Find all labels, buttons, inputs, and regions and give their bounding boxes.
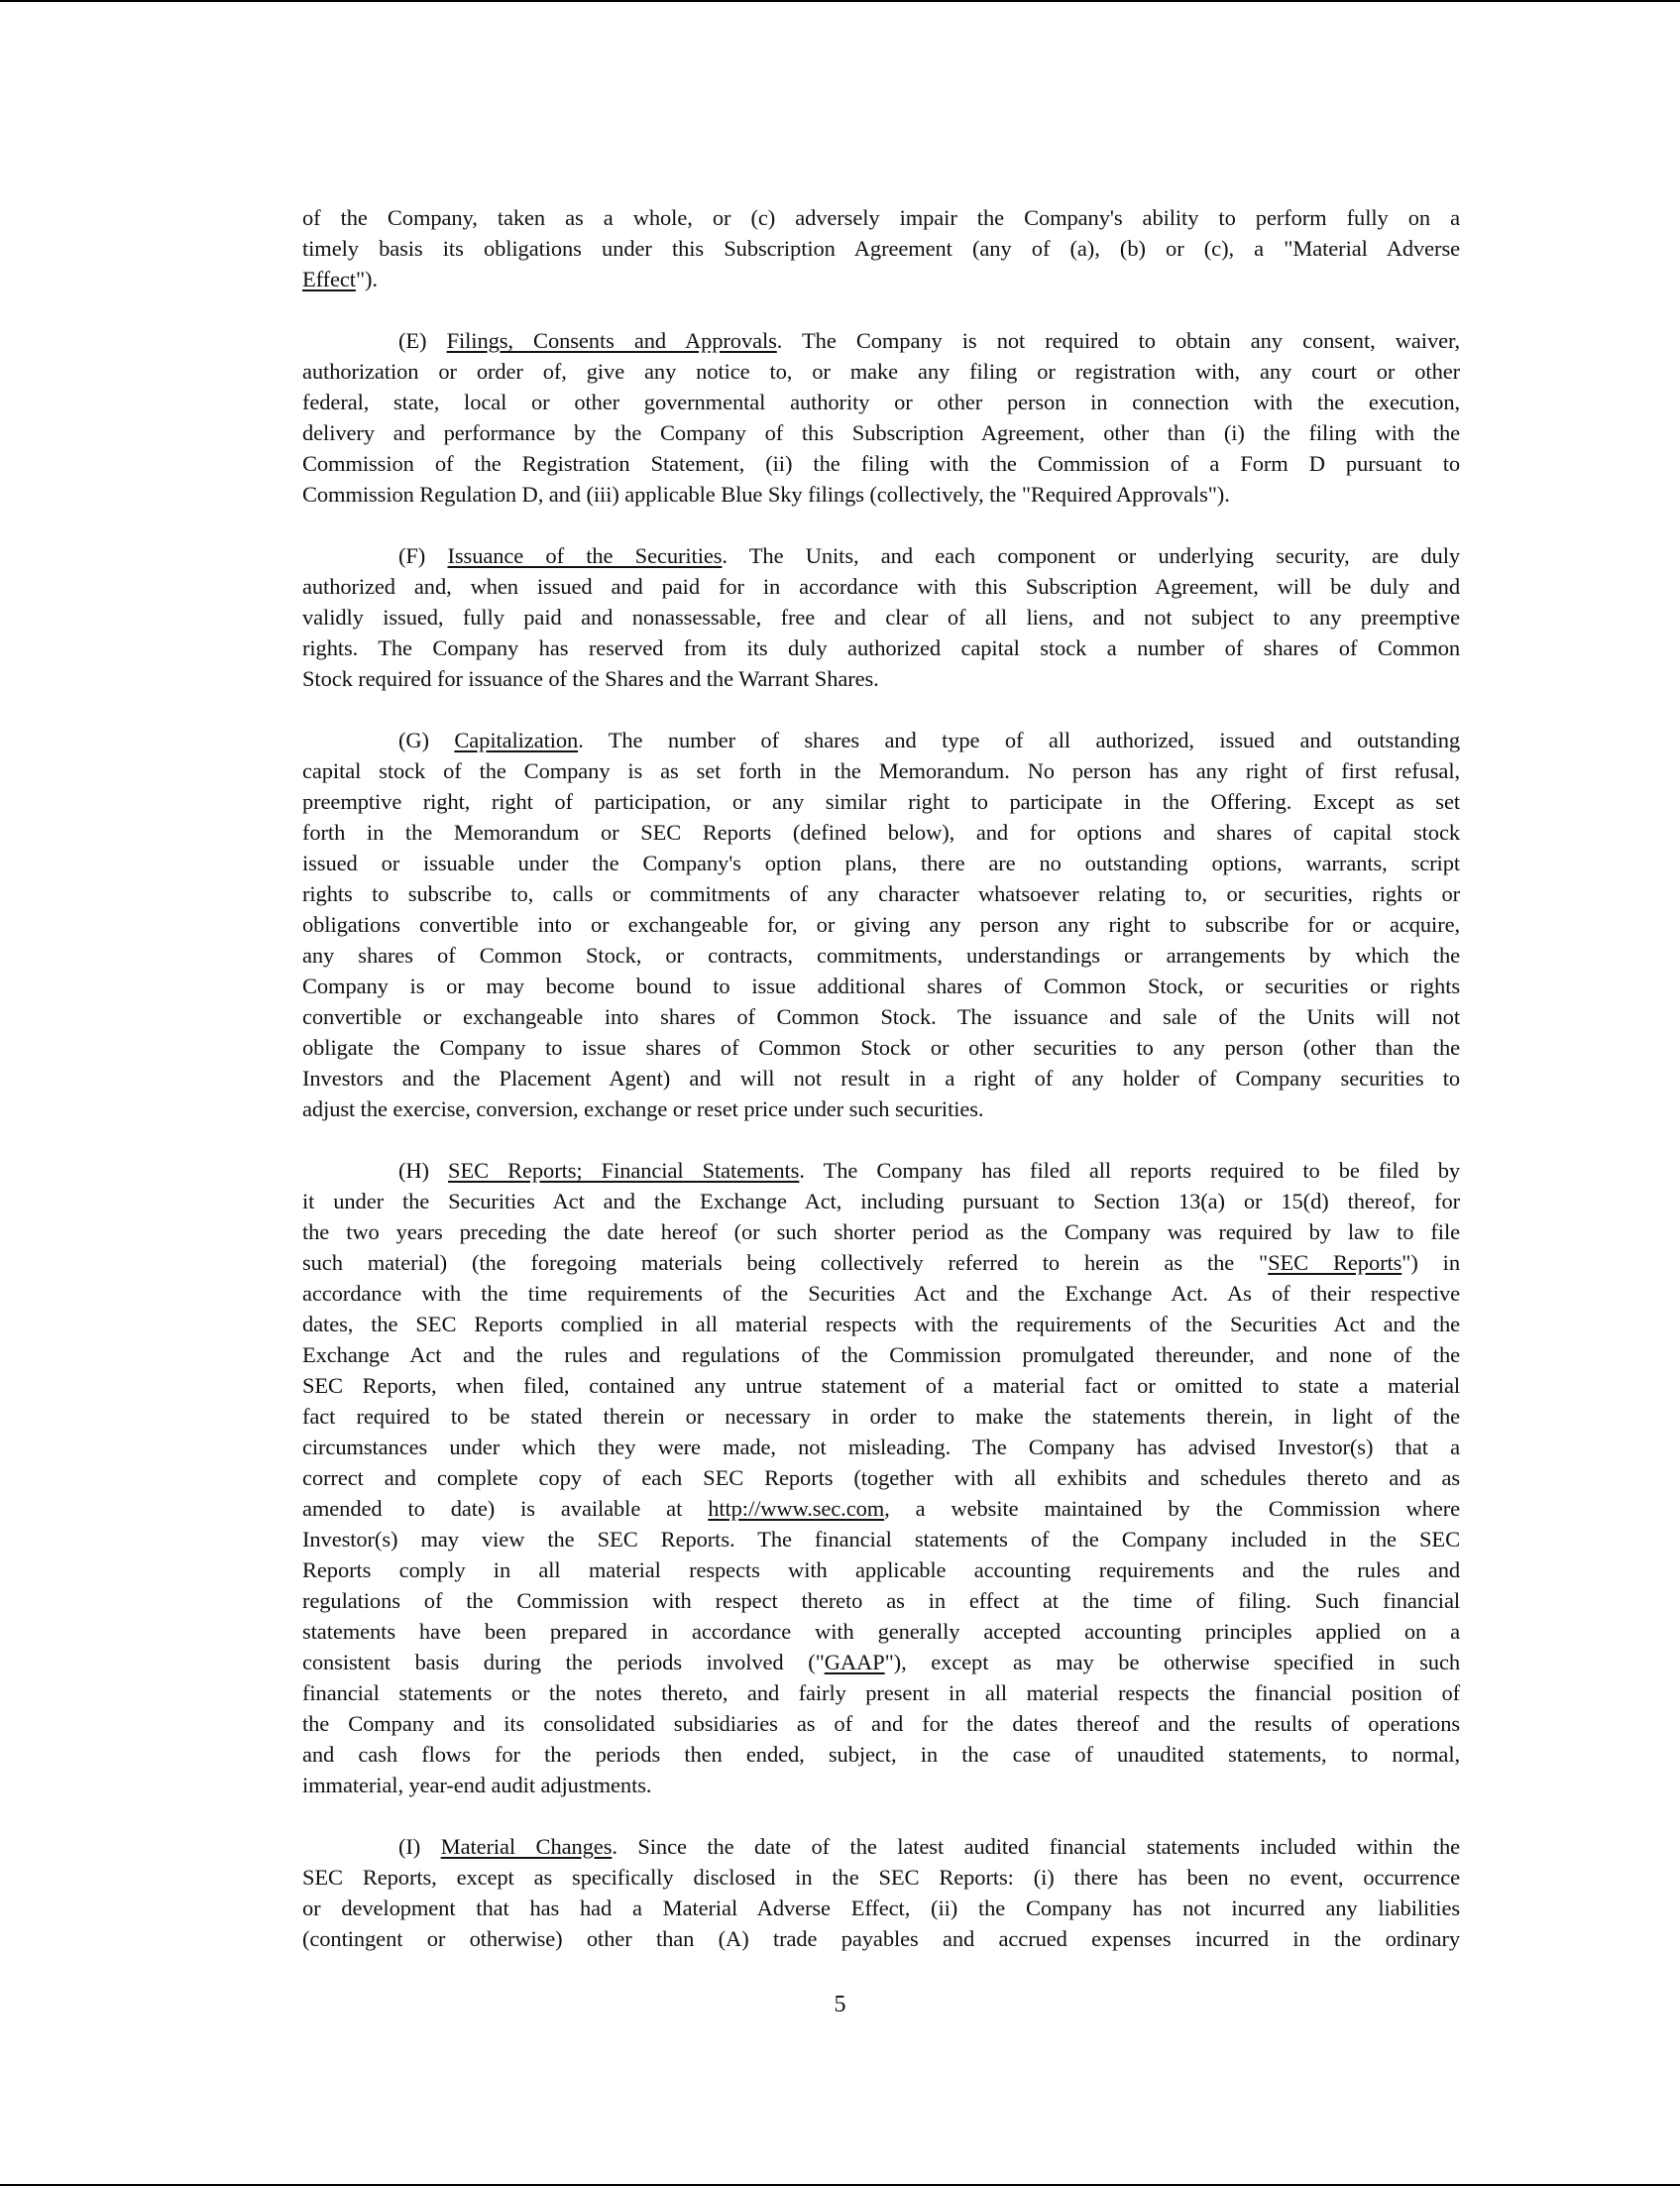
text-line: regulations of the Commission with respect thereto as in effect at the time of filing. Such financial bbox=[302, 1588, 1460, 1613]
text-line: Effect"). bbox=[302, 267, 378, 291]
text-line: financial statements or the notes thereto, and fairly present in all material respects the financial position of bbox=[302, 1680, 1460, 1705]
section-heading: Capitalization bbox=[454, 728, 579, 752]
text-line: SEC Reports, when filed, contained any untrue statement of a material fact or omitted to state a material bbox=[302, 1373, 1460, 1398]
section-heading: Issuance of the Securities bbox=[447, 543, 723, 568]
text-line: the Company and its consolidated subsidiaries as of and for the dates thereof and the results of operations bbox=[302, 1711, 1460, 1736]
paragraph-f-issuance-of-securities bbox=[302, 540, 1460, 694]
text-line: of the Company, taken as a whole, or (c) adversely impair the Company's ability to perform fully on a bbox=[302, 205, 1460, 230]
text-line: rights to subscribe to, calls or commitments of any character whatsoever relating to, or securities, rights or bbox=[302, 881, 1460, 906]
text-line: Stock required for issuance of the Shares and the Warrant Shares. bbox=[302, 666, 879, 691]
text-line: adjust the exercise, conversion, exchange or reset price under such securities. bbox=[302, 1096, 984, 1121]
section-label: (H) bbox=[398, 1158, 429, 1183]
text-line: Company is or may become bound to issue additional shares of Common Stock, or securities or rights bbox=[302, 974, 1460, 998]
defined-term-sec-reports: SEC Reports bbox=[1268, 1250, 1402, 1275]
text-line: delivery and performance by the Company of this Subscription Agreement, other than (i) the filing with the bbox=[302, 420, 1460, 445]
text-line: Reports comply in all material respects with applicable accounting requirements and the rules and bbox=[302, 1557, 1460, 1582]
defined-term-material-adverse-effect: Effect bbox=[302, 267, 356, 291]
text-line: and cash flows for the periods then ended, subject, in the case of unaudited statements, to normal, bbox=[302, 1742, 1460, 1767]
text-line: or development that has had a Material Adverse Effect, (ii) the Company has not incurred any liabilities bbox=[302, 1896, 1460, 1920]
paragraph-g-capitalization bbox=[302, 725, 1460, 1124]
text-line: convertible or exchangeable into shares of Common Stock. The issuance and sale of the Units will not bbox=[302, 1004, 1460, 1029]
paragraph-d-continuation bbox=[302, 202, 1460, 294]
text-line: authorized and, when issued and paid for in accordance with this Subscription Agreement, will be duly and bbox=[302, 574, 1460, 599]
text-line: Investor(s) may view the SEC Reports. The financial statements of the Company included in the SEC bbox=[302, 1527, 1460, 1552]
text-line: such material) (the foregoing materials being collectively referred to herein as the "SEC Reports") in bbox=[302, 1250, 1460, 1275]
section-label: (G) bbox=[398, 728, 429, 752]
text-line: (I) Material Changes. Since the date of the latest audited financial statements included within the bbox=[398, 1834, 1461, 1859]
paragraph-i-material-changes bbox=[302, 1831, 1460, 1954]
document-page-body bbox=[302, 202, 1460, 1985]
text-line: dates, the SEC Reports complied in all material respects with the requirements of the Securities Act and the bbox=[302, 1312, 1460, 1336]
text-line: timely basis its obligations under this Subscription Agreement (any of (a), (b) or (c), a "Material Adverse bbox=[302, 236, 1460, 261]
sec-website-link[interactable]: http://www.sec.com bbox=[708, 1496, 885, 1521]
text-line: statements have been prepared in accordance with generally accepted accounting principles applied on a bbox=[302, 1619, 1460, 1644]
text-line: (F) Issuance of the Securities. The Units, and each component or underlying security, are duly bbox=[398, 543, 1461, 568]
text-line: fact required to be stated therein or necessary in order to make the statements therein, in light of the bbox=[302, 1404, 1460, 1429]
text-line: immaterial, year-end audit adjustments. bbox=[302, 1773, 652, 1797]
text-line: (contingent or otherwise) other than (A) trade payables and accrued expenses incurred in the ordinary bbox=[302, 1926, 1460, 1951]
section-label: (F) bbox=[398, 543, 426, 568]
text-line: authorization or order of, give any notice to, or make any filing or registration with, any court or other bbox=[302, 359, 1460, 384]
text-line: correct and complete copy of each SEC Reports (together with all exhibits and schedules thereto and as bbox=[302, 1465, 1460, 1490]
text-line: consistent basis during the periods involved ("GAAP"), except as may be otherwise specified in such bbox=[302, 1650, 1460, 1674]
text-line: Commission of the Registration Statement, (ii) the filing with the Commission of a Form D pursuant to bbox=[302, 451, 1460, 476]
text-line: issued or issuable under the Company's option plans, there are no outstanding options, warrants, script bbox=[302, 851, 1460, 875]
section-heading: Material Changes bbox=[440, 1834, 613, 1859]
page-number: 5 bbox=[834, 1992, 846, 2017]
text-line: any shares of Common Stock, or contracts, commitments, understandings or arrangements by which the bbox=[302, 943, 1460, 968]
text-line: validly issued, fully paid and nonassessable, free and clear of all liens, and not subject to any preemptive bbox=[302, 605, 1460, 630]
text-line: capital stock of the Company is as set forth in the Memorandum. No person has any right of first refusal, bbox=[302, 758, 1460, 783]
text-line: accordance with the time requirements of the Securities Act and the Exchange Act. As of their respective bbox=[302, 1281, 1460, 1306]
text-line: circumstances under which they were made, not misleading. The Company has advised Investor(s) that a bbox=[302, 1435, 1460, 1459]
text-line: Commission Regulation D, and (iii) applicable Blue Sky filings (collectively, the "Required Approvals"). bbox=[302, 482, 1230, 507]
paragraph-e-filings-consents-approvals bbox=[302, 325, 1460, 510]
text-line: federal, state, local or other governmental authority or other person in connection with the execution, bbox=[302, 390, 1460, 414]
text-line: (H) SEC Reports; Financial Statements. The Company has filed all reports required to be filed by bbox=[398, 1158, 1461, 1183]
page-top-border bbox=[0, 0, 1680, 2]
paragraph-h-sec-reports-financial-statements bbox=[302, 1155, 1460, 1800]
text-line: (E) Filings, Consents and Approvals. The Company is not required to obtain any consent, waiver, bbox=[398, 328, 1460, 353]
section-label: (I) bbox=[398, 1834, 421, 1859]
section-heading: SEC Reports; Financial Statements bbox=[448, 1158, 800, 1183]
text-line: obligations convertible into or exchangeable for, or giving any person any right to subscribe for or acquire, bbox=[302, 912, 1460, 937]
text-line: the two years preceding the date hereof (or such shorter period as the Company was required by law to file bbox=[302, 1219, 1460, 1244]
text-line: Exchange Act and the rules and regulations of the Commission promulgated thereunder, and none of the bbox=[302, 1342, 1460, 1367]
text-line: forth in the Memorandum or SEC Reports (defined below), and for options and shares of capital stock bbox=[302, 820, 1460, 845]
text-line: preemptive right, right of participation, or any similar right to participate in the Offering. Except as set bbox=[302, 789, 1460, 814]
text-line: SEC Reports, except as specifically disclosed in the SEC Reports: (i) there has been no event, occurrence bbox=[302, 1865, 1460, 1890]
section-label: (E) bbox=[398, 328, 427, 353]
text-line: it under the Securities Act and the Exchange Act, including pursuant to Section 13(a) or 15(d) thereof, for bbox=[302, 1189, 1460, 1213]
text-line: (G) Capitalization. The number of shares and type of all authorized, issued and outstanding bbox=[398, 728, 1460, 752]
section-heading: Filings, Consents and Approvals bbox=[446, 328, 777, 353]
text-line: obligate the Company to issue shares of Common Stock or other securities to any person (other than the bbox=[302, 1035, 1460, 1060]
text-line: amended to date) is available at http://www.sec.com, a website maintained by the Commission where bbox=[302, 1496, 1461, 1521]
text-line: rights. The Company has reserved from its duly authorized capital stock a number of shares of Common bbox=[302, 635, 1460, 660]
defined-term-gaap: GAAP bbox=[824, 1650, 885, 1674]
text-line: Investors and the Placement Agent) and will not result in a right of any holder of Company securities to bbox=[302, 1066, 1460, 1091]
